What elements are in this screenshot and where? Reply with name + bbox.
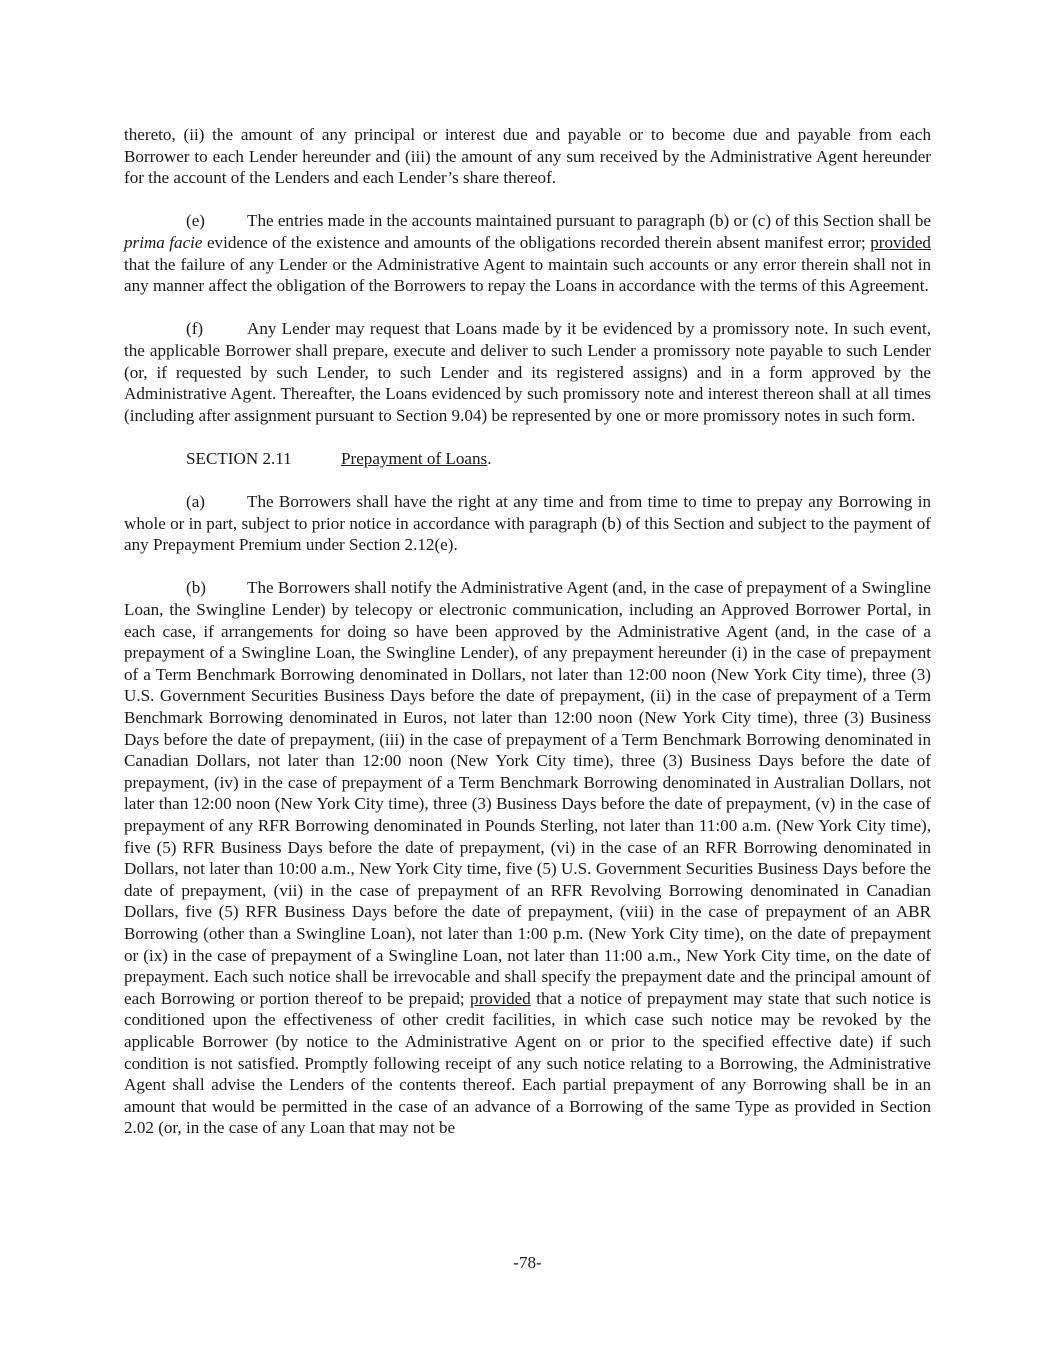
paragraph-b [124, 577, 931, 1138]
section-title: Prepayment of Loans [341, 448, 488, 468]
section-heading [124, 448, 931, 470]
paragraph-b-label: (b) [186, 578, 206, 598]
paragraph-e [124, 210, 931, 296]
paragraph-a [124, 491, 931, 556]
paragraph-a-label: (a) [186, 492, 205, 512]
section-number: SECTION 2.11 [186, 448, 292, 468]
paragraph-e-provided: provided [870, 232, 931, 252]
paragraph-b-text-2: that a notice of prepayment may state that such notice is conditioned upon the effectiveness of other credit facilities, in which case such notice may be revoked by the applicable Borrower (by notice to the Administrative Agent on or prior to the specified effective date) if such condition is not satisfied. Promptly following receipt of any such notice relating to a Borrowing, the Administrative Agent shall advise the Lenders of the contents thereof. Each partial prepayment of any Borrowing shall be in an amount that would be permitted in the case of an advance of a Borrowing of the same Type as provided in Section 2.02 (or, in the case of any Loan that may not be [124, 988, 931, 1138]
paragraph-b-provided: provided [470, 988, 531, 1008]
paragraph-e-text-2: evidence of the existence and amounts of the obligations recorded therein absent manifest error; [202, 232, 871, 252]
paragraph-f-label: (f) [186, 319, 204, 339]
paragraph-b-text-1: The Borrowers shall notify the Administrative Agent (and, in the case of prepayment of a Swingline Loan, the Swingline Lender) by telecopy or electronic communication, including an Approved Borrower Portal, in each case, if arrangements for doing so have been approved by the Administrative Agent (and, in the case of a prepayment of a Swingline Loan, the Swingline Lender), of any prepayment hereunder (i) in the case of prepayment of a Term Benchmark Borrowing denominated in Dollars, not later than 12:00 noon (New York City time), three (3) U.S. Government Securities Business Days before the date of prepayment, (ii) in the case of prepayment of a Term Benchmark Borrowing denominated in Euros, not later than 12:00 noon (New York City time), three (3) Business Days before the date of prepayment, (iii) in the case of prepayment of a Term Benchmark Borrowing denominated in Canadian Dollars, not later than 12:00 noon (New York City time), three (3) Business Days before the date of prepayment, (iv) in the case of prepayment of a Term Benchmark Borrowing denominated in Australian Dollars, not later than 12:00 noon (New York City time), three (3) Business Days before the date of prepayment, (v) in the case of prepayment of any RFR Borrowing denominated in Pounds Sterling, not later than 11:00 a.m. (New York City time), five (5) RFR Business Days before the date of prepayment, (vi) in the case of an RFR Borrowing denominated in Dollars, not later than 10:00 a.m., New York City time, five (5) U.S. Government Securities Business Days before the date of prepayment, (vii) in the case of prepayment of an RFR Revolving Borrowing denominated in Canadian Dollars, five (5) RFR Business Days before the date of prepayment, (viii) in the case of prepayment of an ABR Borrowing (other than a Swingline Loan), not later than 1:00 p.m. (New York City time), on the date of prepayment or (ix) in the case of prepayment of a Swingline Loan, not later than 11:00 a.m., New York City time, on the date of prepayment. Each such notice shall be irrevocable and shall specify the prepayment date and the principal amount of each Borrowing or portion thereof to be prepaid; [124, 578, 931, 1008]
paragraph-continuation-text: thereto, (ii) the amount of any principal or interest due and payable or to become due and payable from each Borrower to each Lender hereunder and (iii) the amount of any sum received by the Administrative Agent hereunder for the account of the Lenders and each Lender’s share thereof. [124, 125, 931, 188]
paragraph-a-text: The Borrowers shall have the right at any time and from time to time to prepay any Borrowing in whole or in part, subject to prior notice in accordance with paragraph (b) of this Section and subject to the payment of any Prepayment Premium under Section 2.12(e). [124, 492, 931, 555]
paragraph-e-label: (e) [186, 211, 205, 231]
paragraph-e-text-3: that the failure of any Lender or the Administrative Agent to maintain such accounts or any error therein shall not in any manner affect the obligation of the Borrowers to repay the Loans in accordance with the terms of this Agreement. [124, 254, 931, 296]
paragraph-f [124, 318, 931, 426]
document-page [124, 124, 931, 1161]
page-number: -78- [513, 1253, 542, 1272]
paragraph-e-italic: prima facie [124, 232, 203, 252]
paragraph-e-text-1: The entries made in the accounts maintained pursuant to paragraph (b) or (c) of this Section shall be [247, 211, 932, 231]
paragraph-f-text: Any Lender may request that Loans made by it be evidenced by a promissory note. In such event, the applicable Borrower shall prepare, execute and deliver to such Lender a promissory note payable to such Lender (or, if requested by such Lender, to such Lender and its registered assigns) and in a form approved by the Administrative Agent. Thereafter, the Loans evidenced by such promissory note and interest thereon shall at all times (including after assignment pursuant to Section 9.04) be represented by one or more promissory notes in such form. [124, 319, 931, 425]
paragraph-continuation [124, 124, 931, 189]
section-title-period: . [487, 448, 492, 468]
